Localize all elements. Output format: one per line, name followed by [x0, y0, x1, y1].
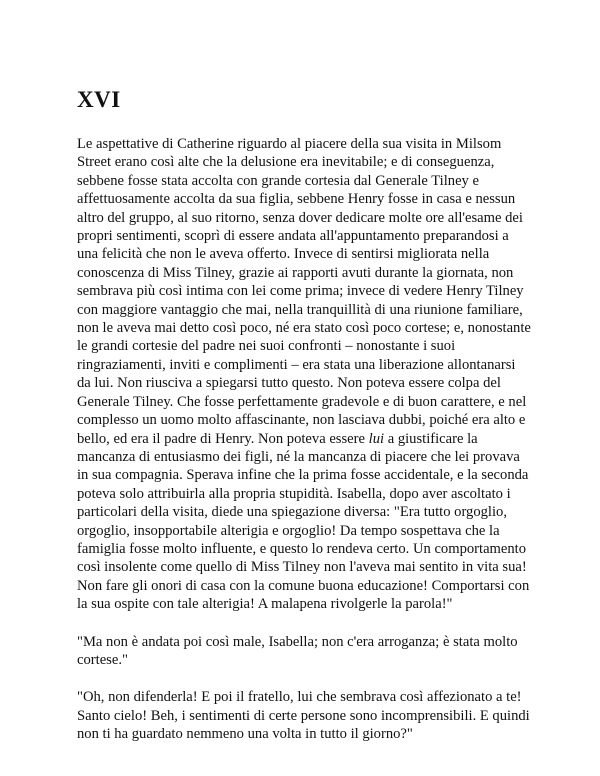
paragraph-catherine-reply: "Ma non è andata poi così male, Isabella; non c'era arroganza; è stata molto cortese."	[77, 633, 518, 668]
chapter-heading: XVI	[77, 87, 121, 112]
paragraph-narrative-text-after: a giustificare la mancanza di entusiasmo dei figli, né la mancanza di piacere che lei provava in sua compagnia. Sperava infine che la prima fosse accidentale, e la seconda poteva solo attribuirla alla propria stupidità. Isabella, dopo aver ascoltato i particolari della visita, diede una spiegazione diversa: "Era tutto orgoglio, orgoglio, insopportabile alterigia e orgoglio! Da tempo sospettava che la famiglia fosse molto influente, e questo lo rendeva certo. Un comportamento così insolente come quello di Miss Tilney non l'aveva mai sentito in vita sua! Non fare gli onori di casa con la comune buona educazione! Comportarsi con la sua ospite con tale alterigia! A malapena rivolgerle la parola!"	[77, 430, 530, 613]
paragraph-narrative	[77, 135, 532, 614]
emphasized-word: lui	[368, 430, 385, 447]
paragraph-narrative-text-before: Le aspettative di Catherine riguardo al piacere della sua visita in Milsom Street erano così alte che la delusione era inevitabile; e di conseguenza, sebbene fosse stata accolta con grande cortesia dal Generale Tilney e affettuosamente accolta da sua figlia, sebbene Henry fosse in casa e nessun altro del gruppo, al suo ritorno, senza dover dedicare molte ore all'esame dei propri sentimenti, scoprì di essere andata all'appuntamento preparandosi a una felicità che non le aveva offerto. Invece di sentirsi migliorata nella conoscenza di Miss Tilney, grazie ai rapporti avuti durante la giornata, non sembrava più così intima con lei come prima; invece di vedere Henry Tilney con maggiore vantaggio che mai, nella tranquillità di una riunione familiare, non le aveva mai detto così poco, né era stato così poco cortese; e, nonostante le grandi cortesie del padre nei suoi confronti – nonostante i suoi ringraziamenti, inviti e complimenti – era stata una liberazione allontanarsi da lui. Non riusciva a spiegarsi tutto questo. Non poteva essere colpa del Generale Tilney. Che fosse perfettamente gradevole e di buon carattere, e nel complesso un uomo molto affascinante, non lasciava dubbi, poiché era alto e bello, ed era il padre di Henry. Non poteva essere	[77, 136, 531, 447]
page-body	[77, 86, 532, 763]
paragraph-isabella-reply: "Oh, non difenderla! E poi il fratello, lui che sembrava così affezionato a te! Santo cielo! Beh, i sentimenti di certe persone sono incomprensibili. E quindi non ti ha guardato nemmeno una volta in tutto il giorno?"	[77, 689, 530, 743]
